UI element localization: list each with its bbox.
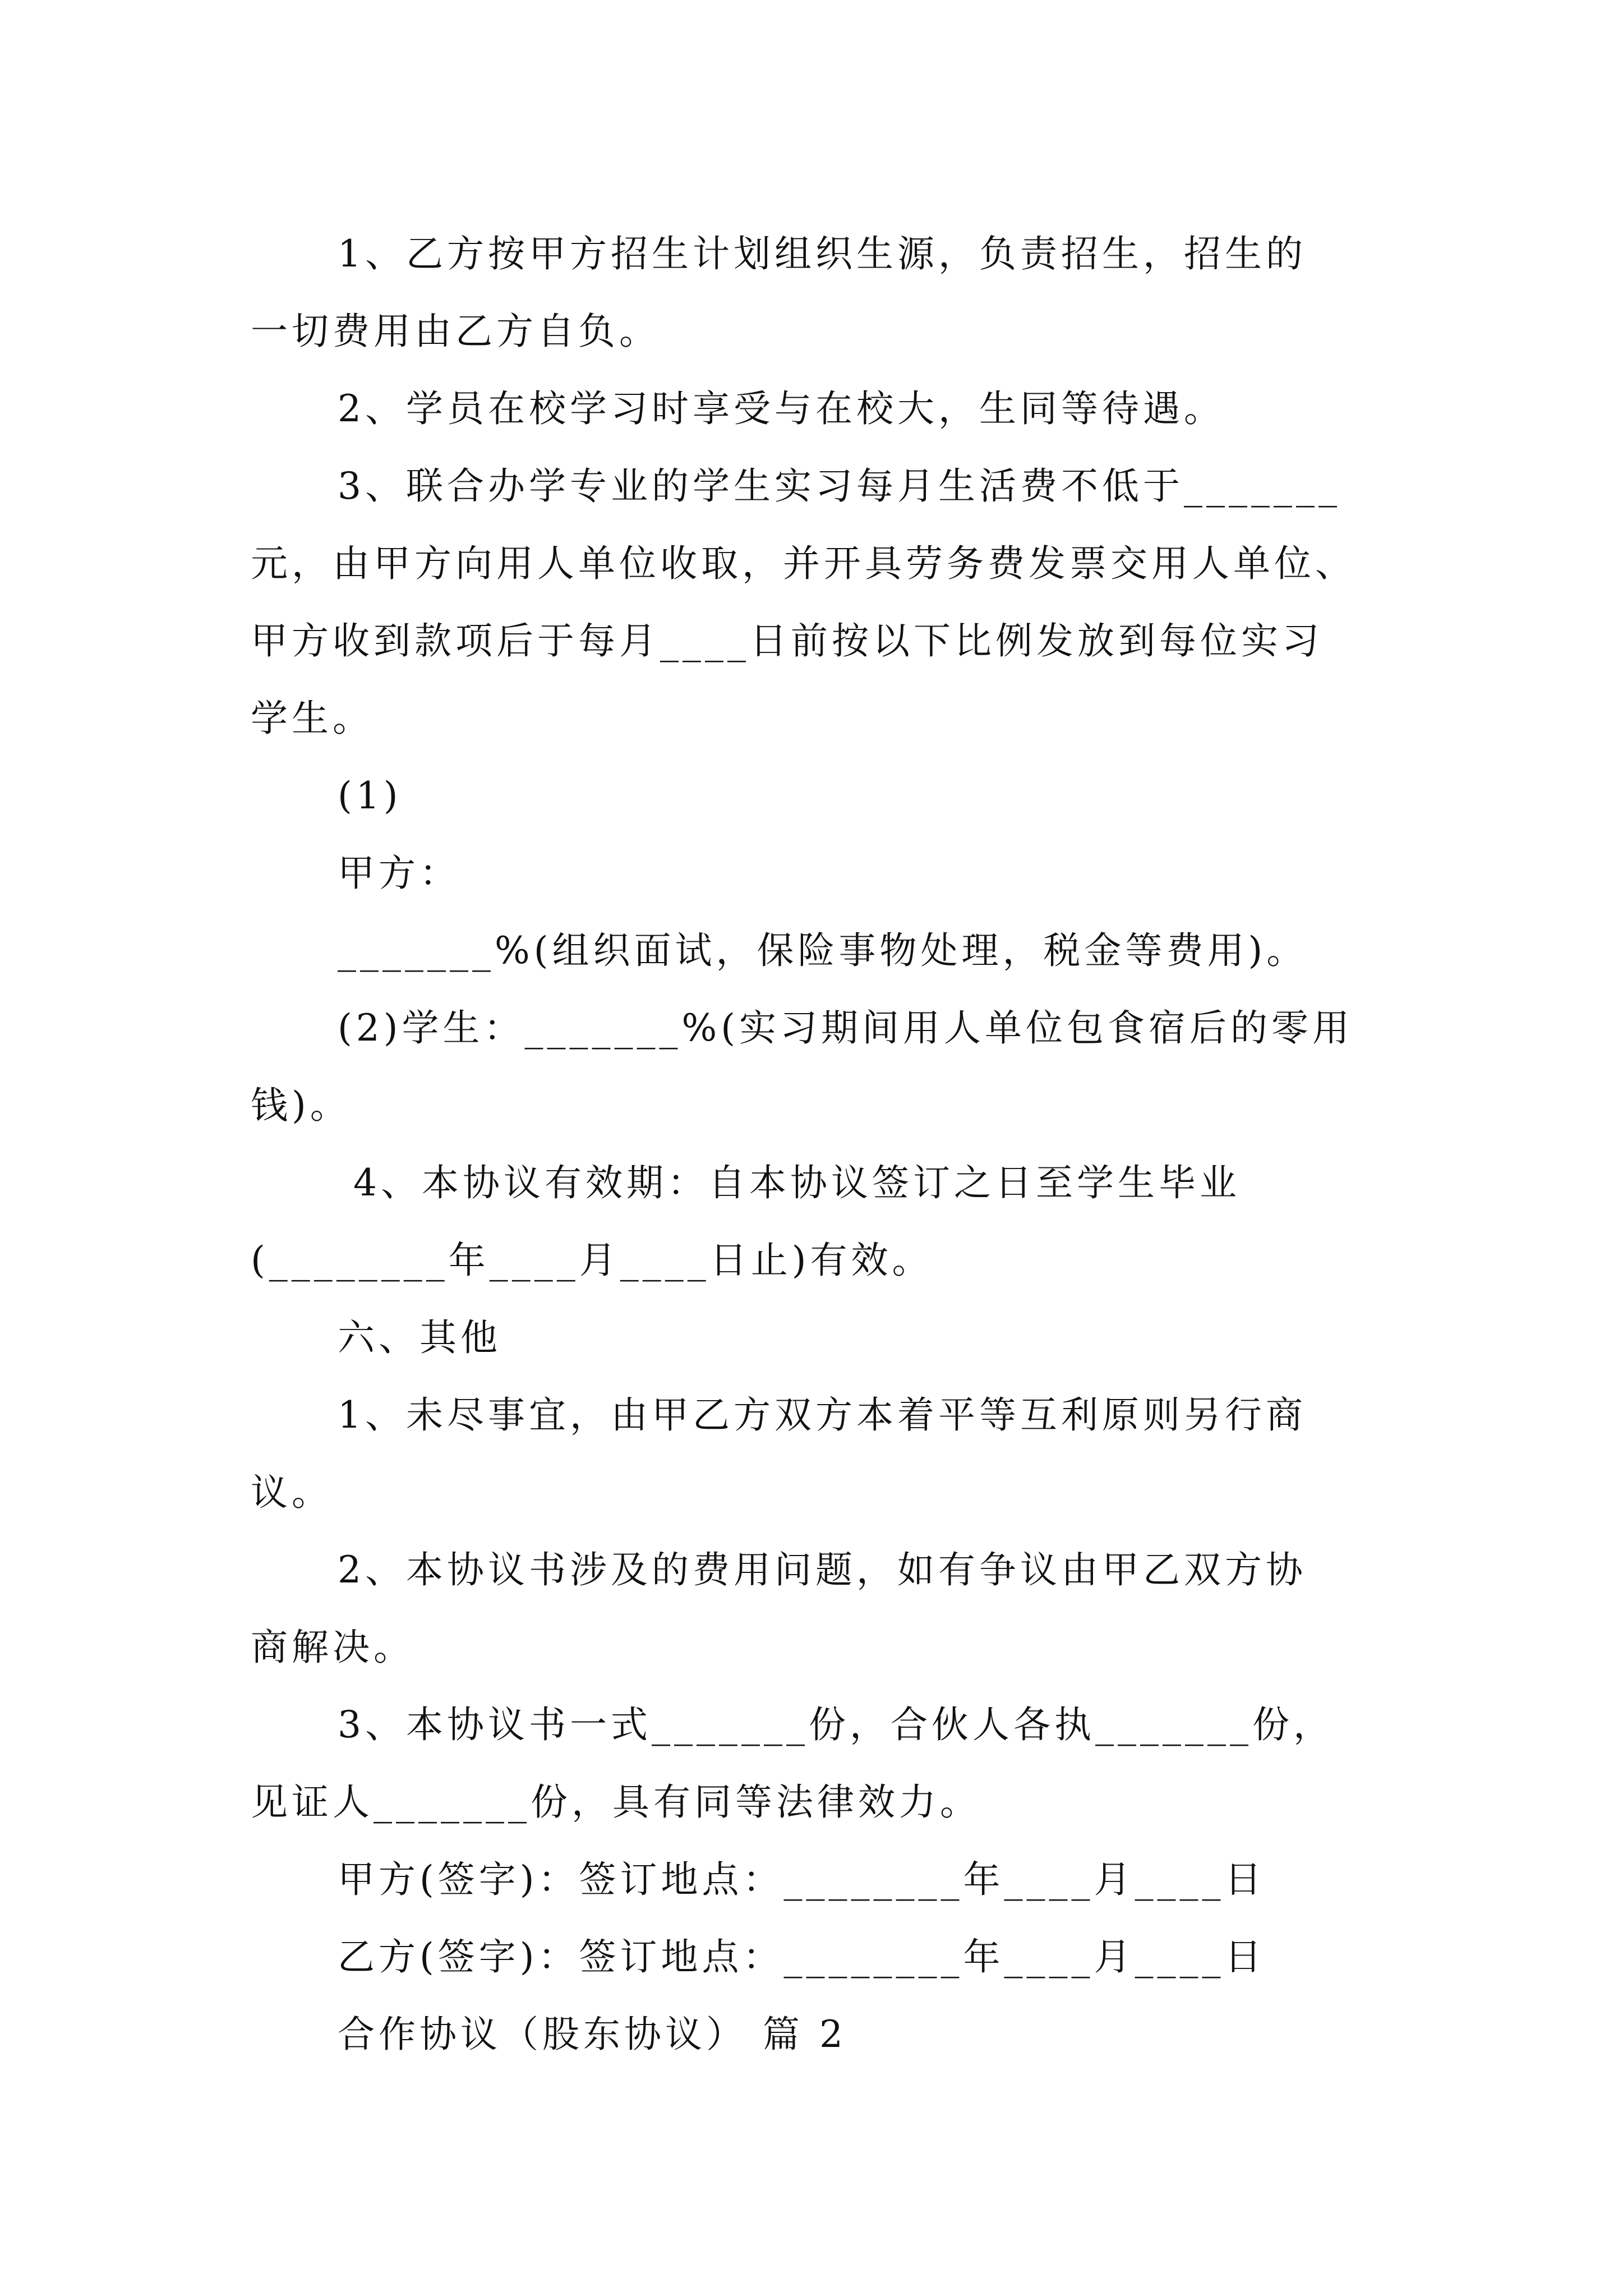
paragraph [251, 990, 1378, 1144]
paragraph-line: 2、本协议书涉及的费用问题，如有争议由甲乙双方协 [338, 1548, 1307, 1591]
paragraph-line: 元，由甲方向用人单位收取，并开具劳务费发票交用人单位、 [251, 542, 1356, 585]
paragraph [251, 757, 1378, 835]
paragraph [251, 1299, 1378, 1377]
paragraph-line: 甲方收到款项后于每月____日前按以下比例发放到每位实习 [251, 619, 1323, 662]
paragraph-line: (1) [338, 774, 402, 817]
paragraph-line: 1、未尽事宜，由甲乙方双方本着平等互利原则另行商 [338, 1393, 1307, 1437]
paragraph [251, 215, 1378, 370]
paragraph [251, 1377, 1378, 1531]
paragraph-line: 商解决。 [251, 1626, 414, 1669]
paragraph [251, 1686, 1378, 1841]
paragraph [251, 1918, 1378, 1996]
paragraph [251, 1996, 1378, 2073]
paragraph-line: 甲方： [338, 852, 460, 895]
paragraph [251, 1531, 1378, 1686]
paragraph [251, 448, 1378, 757]
paragraph-line: 乙方(签字)：签订地点：________年____月____日 [338, 1935, 1266, 1978]
paragraph-line: _______%(组织面试，保险事物处理，税金等费用)。 [338, 929, 1308, 972]
paragraph-line: 一切费用由乙方自负。 [251, 310, 660, 353]
paragraph [251, 835, 1378, 912]
paragraph-line: 议。 [251, 1471, 333, 1514]
paragraph [251, 370, 1378, 448]
paragraph [251, 1144, 1378, 1299]
paragraph [251, 912, 1378, 990]
document-page [251, 215, 1378, 2073]
paragraph-line: 合作协议（股东协议） 篇 2 [338, 2013, 847, 2056]
paragraph-line: 4、本协议有效期：自本协议签订之日至学生毕业 [338, 1161, 1241, 1204]
paragraph-line: 见证人_______份，具有同等法律效力。 [251, 1780, 981, 1824]
paragraph-line: 2、学员在校学习时享受与在校大，生同等待遇。 [338, 387, 1225, 430]
paragraph-line: 3、联合办学专业的学生实习每月生活费不低于_______ [338, 464, 1341, 508]
paragraph-line: 1、乙方按甲方招生计划组织生源，负责招生，招生的 [338, 232, 1307, 275]
paragraph-line: 学生。 [251, 697, 374, 740]
paragraph-line: (________年____月____日止)有效。 [251, 1239, 933, 1282]
paragraph-line: 甲方(签字)：签订地点：________年____月____日 [338, 1858, 1266, 1901]
paragraph-line: (2)学生：_______%(实习期间用人单位包食宿后的零用 [338, 1006, 1353, 1050]
paragraph [251, 1841, 1378, 1918]
paragraph-line: 钱)。 [251, 1084, 351, 1127]
paragraph-line: 六、其他 [338, 1316, 501, 1359]
paragraph-line: 3、本协议书一式_______份，合伙人各执_______份， [338, 1703, 1334, 1746]
document-body [251, 215, 1378, 2073]
